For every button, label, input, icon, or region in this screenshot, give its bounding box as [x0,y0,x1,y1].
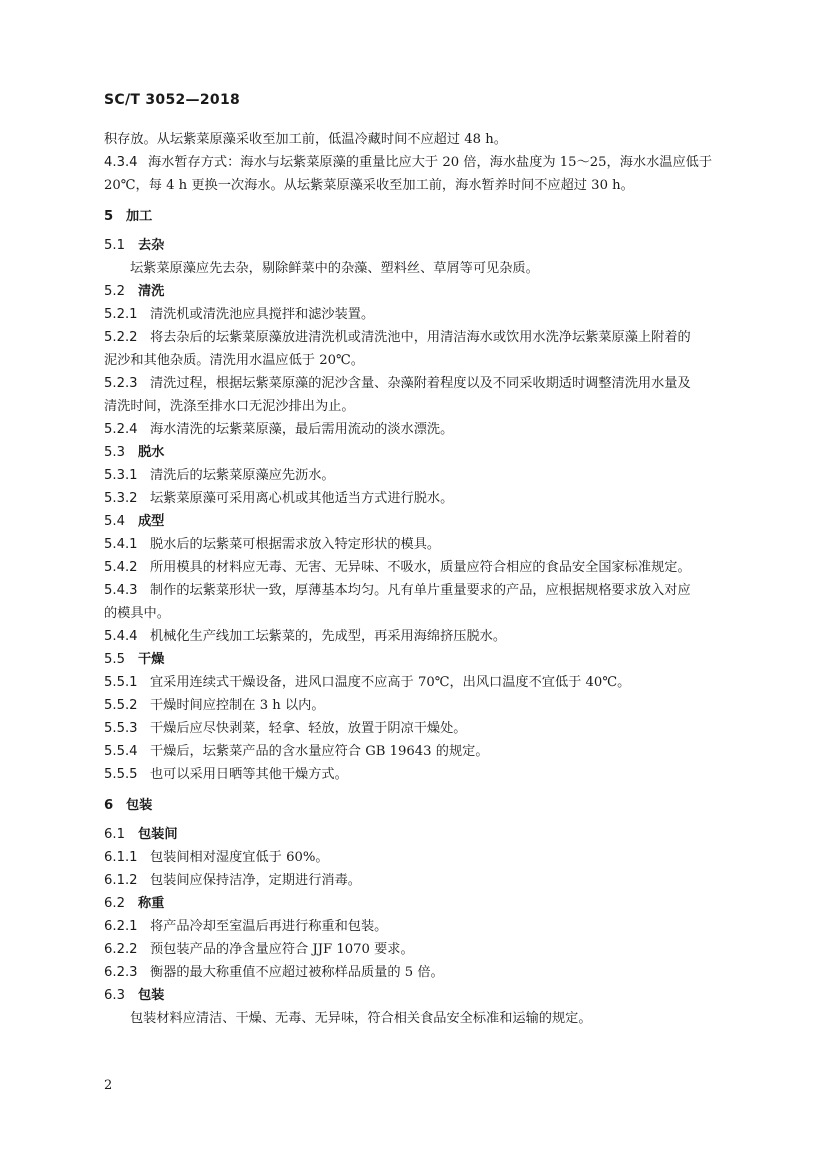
paragraph-line: 包装材料应清洁、干燥、无毒、无异味，符合相关食品安全标准和运输的规定。 [130,1011,592,1026]
paragraph-line: 积存放。从坛紫菜原藻采收至加工前，低温冷藏时间不应超过 48 h。 [104,132,507,147]
clause-4-3-4: 4.3.4 海水暂存方式：海水与坛紫菜原藻的重量比应大于 20 倍，海水盐度为 15～25，海水水温应低于 [104,155,713,170]
clause-5-4-heading: 5.4 成型 [104,514,165,529]
paragraph-line: 20℃，每 4 h 更换一次海水。从坛紫菜原藻采收至加工前，海水暂养时间不应超过 30 h。 [104,178,634,193]
clause-5-3-2: 5.3.2 坛紫菜原藻可采用离心机或其他适当方式进行脱水。 [104,491,454,506]
clause-5-5-2: 5.5.2 干燥时间应控制在 3 h 以内。 [104,698,325,713]
paragraph-line: 清洗时间，洗涤至排水口无泥沙排出为止。 [104,399,355,414]
clause-5-4-3: 5.4.3 制作的坛紫菜形状一致，厚薄基本均匀。凡有单片重量要求的产品，应根据规格要求放入对应 [104,583,691,598]
clause-6-2-2: 6.2.2 预包装产品的净含量应符合 JJF 1070 要求。 [104,942,414,957]
clause-5-2-4: 5.2.4 海水清洗的坛紫菜原藻，最后需用流动的淡水漂洗。 [104,422,454,437]
clause-5-4-4: 5.4.4 机械化生产线加工坛紫菜的，先成型，再采用海绵挤压脱水。 [104,629,507,644]
clause-6-3-heading: 6.3 包装 [104,988,165,1003]
standard-header: SC/T 3052—2018 [104,92,241,108]
clause-5-2-heading: 5.2 清洗 [104,284,165,299]
clause-5-2-1: 5.2.1 清洗机或清洗池应具搅拌和滤沙装置。 [104,307,375,322]
document-body [104,128,724,1030]
section-5-heading: 5 加工 [104,209,153,224]
clause-5-3-1: 5.3.1 清洗后的坛紫菜原藻应先沥水。 [104,468,335,483]
clause-5-1-heading: 5.1 去杂 [104,238,165,253]
paragraph-line: 坛紫菜原藻应先去杂，剔除鲜菜中的杂藻、塑料丝、草屑等可见杂质。 [130,261,539,276]
clause-6-2-3: 6.2.3 衡器的最大称重值不应超过被称样品质量的 5 倍。 [104,965,444,980]
clause-5-5-5: 5.5.5 也可以采用日晒等其他干燥方式。 [104,767,348,782]
paragraph-line: 泥沙和其他杂质。清洗用水温应低于 20℃。 [104,353,364,368]
clause-6-1-heading: 6.1 包装间 [104,827,178,842]
clause-5-5-1: 5.5.1 宜采用连续式干燥设备，进风口温度不应高于 70℃，出风口温度不宜低于 40℃。 [104,675,631,690]
clause-5-2-2: 5.2.2 将去杂后的坛紫菜原藻放进清洗机或清洗池中，用清洁海水或饮用水洗净坛紫菜原藻上附着的 [104,330,691,345]
clause-5-4-2: 5.4.2 所用模具的材料应无毒、无害、无异味、不吸水，质量应符合相应的食品安全国家标准规定。 [104,560,691,575]
paragraph-line: 的模具中。 [104,606,170,621]
page-number: 2 [104,1078,113,1093]
clause-6-2-1: 6.2.1 将产品冷却至室温后再进行称重和包装。 [104,919,388,934]
clause-6-1-2: 6.1.2 包装间应保持洁净，定期进行消毒。 [104,873,361,888]
section-6-heading: 6 包装 [104,798,153,813]
clause-5-5-4: 5.5.4 干燥后，坛紫菜产品的含水量应符合 GB 19643 的规定。 [104,744,489,759]
clause-5-2-3: 5.2.3 清洗过程，根据坛紫菜原藻的泥沙含量、杂藻附着程度以及不同采收期适时调整清洗用水量及 [104,376,691,391]
clause-6-2-heading: 6.2 称重 [104,896,165,911]
clause-5-3-heading: 5.3 脱水 [104,445,165,460]
clause-5-4-1: 5.4.1 脱水后的坛紫菜可根据需求放入特定形状的模具。 [104,537,441,552]
clause-5-5-3: 5.5.3 干燥后应尽快剥菜，轻拿、轻放，放置于阴凉干燥处。 [104,721,467,736]
clause-5-5-heading: 5.5 干燥 [104,652,165,667]
clause-6-1-1: 6.1.1 包装间相对湿度宜低于 60%。 [104,850,329,865]
